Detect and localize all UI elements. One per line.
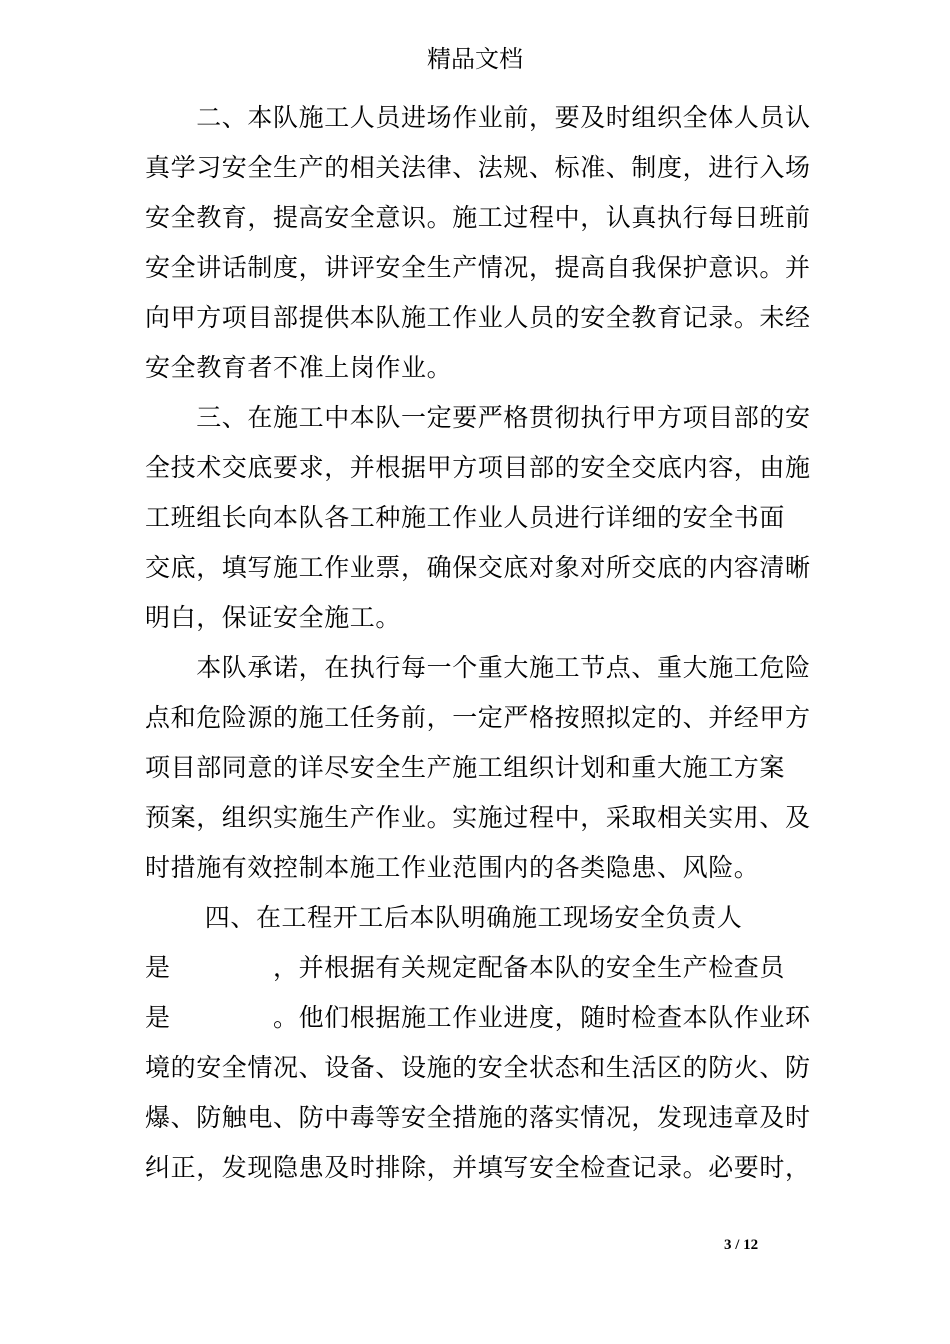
page-number: 3 / 12 (724, 1237, 759, 1253)
body-line: 是 。他们根据施工作业进度，随时检查本队作业环 (145, 1003, 811, 1032)
body-line: 点和危险源的施工任务前，一定严格按照拟定的、并经甲方 (145, 703, 811, 732)
body-line: 明白，保证安全施工。 (145, 603, 402, 632)
body-line: 境的安全情况、设备、设施的安全状态和生活区的防火、防 (145, 1053, 811, 1082)
body-line: 工班组长向本队各工种施工作业人员进行详细的安全书面 (145, 503, 786, 532)
page-header-title: 精品文档 (427, 45, 523, 73)
body-line: 时措施有效控制本施工作业范围内的各类隐患、风险。 (145, 853, 760, 882)
body-line: 项目部同意的详尽安全生产施工组织计划和重大施工方案 (145, 753, 786, 782)
body-line: 预案，组织实施生产作业。实施过程中，采取相关实用、及 (145, 803, 811, 832)
body-line: 二、本队施工人员进场作业前，要及时组织全体人员认 (145, 103, 811, 132)
body-line: 真学习安全生产的相关法律、法规、标准、制度，进行入场 (145, 153, 811, 182)
body-line: 四、在工程开工后本队明确施工现场安全负责人 (145, 903, 743, 932)
body-line: 本队承诺，在执行每一个重大施工节点、重大施工危险 (145, 653, 811, 682)
body-line: 安全教育，提高安全意识。施工过程中，认真执行每日班前 (145, 203, 811, 232)
body-line: 向甲方项目部提供本队施工作业人员的安全教育记录。未经 (145, 303, 811, 332)
body-line: 三、在施工中本队一定要严格贯彻执行甲方项目部的安 (145, 403, 811, 432)
body-line: 爆、防触电、防中毒等安全措施的落实情况，发现违章及时 (145, 1103, 811, 1132)
body-line: 安全教育者不准上岗作业。 (145, 353, 453, 382)
body-line: 是 ，并根据有关规定配备本队的安全生产检查员 (145, 953, 786, 982)
body-line: 安全讲话制度，讲评安全生产情况，提高自我保护意识。并 (145, 253, 811, 282)
body-line: 纠正，发现隐患及时排除，并填写安全检查记录。必要时， (145, 1153, 811, 1182)
body-line: 交底，填写施工作业票，确保交底对象对所交底的内容清晰 (145, 553, 811, 582)
body-line: 全技术交底要求，并根据甲方项目部的安全交底内容，由施 (145, 453, 811, 482)
